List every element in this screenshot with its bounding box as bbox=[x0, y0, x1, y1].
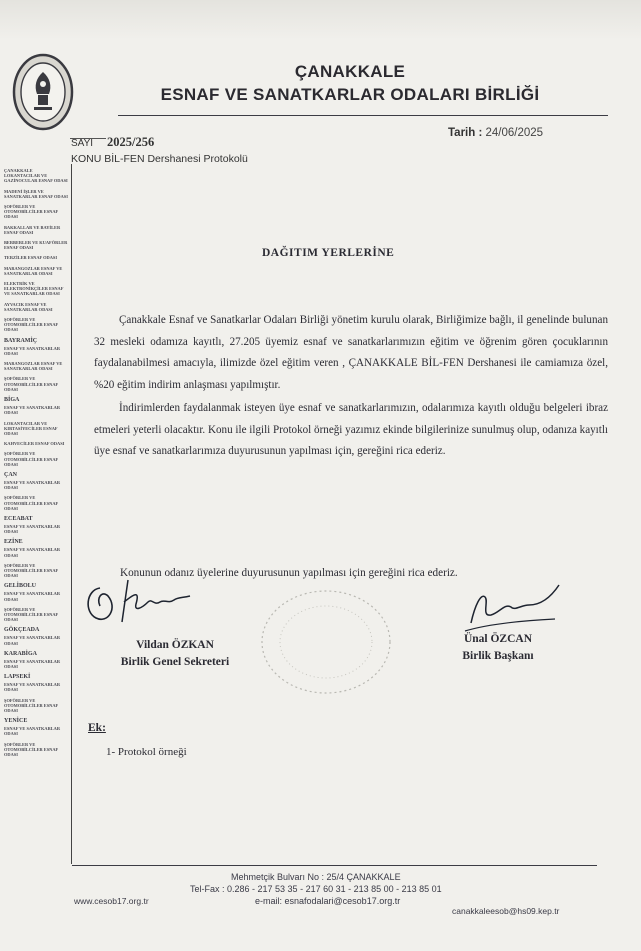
sidebar-item: ESNAF VE SANATKARLAR ODASI bbox=[4, 726, 61, 737]
letterhead-organization: ESNAF VE SANATKARLAR ODALARI BİRLİĞİ bbox=[160, 85, 540, 104]
date-value: 24/06/2025 bbox=[485, 127, 544, 139]
header-divider bbox=[118, 115, 608, 116]
attachment-item: 1- Protokol örneği bbox=[106, 746, 187, 758]
sidebar-item: ŞOFÖRLER VE OTOMOBİLCİLER ESNAF ODASI bbox=[4, 317, 59, 333]
signatory-right bbox=[438, 631, 558, 665]
sidebar-district: GÖKÇEADA bbox=[4, 627, 40, 634]
signature-left-icon bbox=[78, 568, 218, 638]
closing-sentence: Konunun odanız üyelerine duyurusunun yapılması için gereğini rica ederiz. bbox=[120, 567, 458, 579]
sidebar-item: MADENİ İŞLER VE SANATKARLAR ESNAF ODASI bbox=[4, 188, 68, 199]
sidebar-item: ESNAF VE SANATKARLAR ODASI bbox=[4, 479, 61, 491]
signatory-right-title: Birlik Başkanı bbox=[462, 650, 534, 662]
attachments-label: Ek: bbox=[88, 722, 106, 734]
sidebar-item: ÇANAKKALE LOKANTACILAR VE GAZİNOCULAR ESNAF ODASI bbox=[4, 168, 68, 184]
paper-shadow bbox=[0, 0, 641, 40]
letterhead-title bbox=[120, 62, 580, 105]
sidebar-item: ESNAF VE SANATKARLAR ODASI bbox=[4, 658, 61, 669]
sidebar-item: LOKANTACILAR VE KIRTASİYECİLER ESNAF ODASI bbox=[4, 420, 58, 436]
sayi-value: 2025/256 bbox=[107, 135, 155, 149]
sidebar-item: ŞOFÖRLER VE OTOMOBİLCİLER ESNAF ODASI bbox=[4, 204, 59, 220]
footer-website[interactable]: www.cesob17.org.tr bbox=[74, 896, 149, 906]
sidebar-item: ESNAF VE SANATKARLAR ODASI bbox=[4, 523, 61, 535]
member-chambers-sidebar bbox=[4, 168, 68, 762]
sidebar-item: KAHVECİLER ESNAF ODASI bbox=[4, 441, 65, 447]
sidebar-item: ŞOFÖRLER VE OTOMOBİLCİLER ESNAF ODASI bbox=[4, 562, 59, 579]
body-paragraph: Çanakkale Esnaf ve Sanatkarlar Odaları Birliği yönetim kurulu olarak, Birliğimize bağlı, il genelinde bulunan 32 mesleki odamıza kayıtlı, 27.205 üyemiz esnaf ve sanatkarlarımızın eğitim ve öğrenim gören çocuklarının faydalanabilmesi amacıyla, ilimizde özel eğitim veren , ÇANAKKALE BİL-FEN Dershanesi ile camiamıza özel, %20 eğitim indirim anlaşması yapılmıştır. bbox=[94, 314, 608, 391]
sidebar-item: BERBERLER VE KUAFÖRLER ESNAF ODASI bbox=[4, 240, 68, 251]
sidebar-item: ESNAF VE SANATKARLAR ODASI bbox=[4, 635, 61, 646]
sidebar-item: ESNAF VE SANATKARLAR ODASI bbox=[4, 591, 61, 602]
sidebar-item: ESNAF VE SANATKARLAR ODASI bbox=[4, 345, 61, 356]
sidebar-district: BAYRAMİÇ bbox=[4, 337, 38, 344]
footer-address: Mehmetçik Bulvarı No : 25/4 ÇANAKKALE bbox=[231, 872, 401, 882]
sidebar-district: YENİCE bbox=[4, 718, 28, 725]
body-paragraph: İndirimlerden faydalanmak isteyen üye esnaf ve sanatkarlarımızın, odalarımıza kayıtlı olduğu belgeleri ibraz etmeleri yeterli olacaktır. Konu ile ilgili Protokol örneği yazımız ekinde bilgilerinize sunulmuş olup, odanıza kayıtlı üye esnaf ve sanatkarlarımıza duyurusunun yapılması için, gereğini rica ederiz. bbox=[94, 402, 608, 457]
organization-logo-icon bbox=[12, 52, 74, 132]
sidebar-divider bbox=[71, 164, 72, 864]
sayi-label: SAYI bbox=[71, 138, 94, 149]
sidebar-item: ŞOFÖRLER VE OTOMOBİLCİLER ESNAF ODASI bbox=[4, 495, 59, 511]
footer-kep-address[interactable]: canakkaleesob@hs09.kep.tr bbox=[452, 906, 560, 916]
sidebar-item: TERZİLER ESNAF ODASI bbox=[4, 255, 58, 261]
sidebar-item: ELEKTRİK VE ELEKTRONİKÇİLER ESNAF VE SANATKARLAR ODASI bbox=[4, 281, 64, 297]
sidebar-item: ŞOFÖRLER VE OTOMOBİLCİLER ESNAF ODASI bbox=[4, 451, 59, 467]
signatory-right-name: Ünal ÖZCAN bbox=[463, 633, 533, 645]
sidebar-item: ŞOFÖRLER VE OTOMOBİLCİLER ESNAF ODASI bbox=[4, 741, 59, 758]
signatory-left-name: Vildan ÖZKAN bbox=[136, 639, 214, 651]
sidebar-district: BİGA bbox=[4, 397, 20, 404]
sidebar-district: ECEABAT bbox=[4, 515, 33, 522]
footer-divider bbox=[72, 865, 597, 866]
date-field bbox=[448, 127, 543, 139]
signatory-left bbox=[110, 637, 240, 671]
sidebar-district: ÇAN bbox=[4, 471, 17, 478]
sidebar-item: ŞOFÖRLER VE OTOMOBİLCİLER ESNAF ODASI bbox=[4, 697, 59, 713]
sidebar-item: MARANGOZLAR ESNAF VE SANATKARLAR ODASI bbox=[4, 361, 63, 372]
sidebar-district: KARABİGA bbox=[4, 650, 38, 657]
footer-phone: Tel-Fax : 0.286 - 217 53 35 - 217 60 31 - 213 85 00 - 213 85 01 bbox=[190, 884, 442, 894]
sidebar-district: EZİNE bbox=[4, 539, 23, 546]
sidebar-item: ESNAF VE SANATKARLAR ODASI bbox=[4, 405, 61, 416]
letterhead-city: ÇANAKKALE bbox=[294, 62, 406, 81]
sidebar-item: BAKKALLAR VE BAYİLER ESNAF ODASI bbox=[4, 224, 61, 235]
sidebar-item: MARANGOZLAR ESNAF VE SANATKARLAR ODASI bbox=[4, 265, 63, 276]
letter-body bbox=[94, 310, 608, 463]
date-label: Tarih : bbox=[448, 127, 483, 139]
sidebar-item: ESNAF VE SANATKARLAR ODASI bbox=[4, 682, 61, 693]
sidebar-district: GELİBOLU bbox=[4, 583, 37, 590]
sidebar-item: ESNAF VE SANATKARLAR ODASI bbox=[4, 547, 61, 558]
subject-value: BİL-FEN Dershanesi Protokolü bbox=[104, 153, 248, 165]
subject-label: KONU bbox=[71, 153, 102, 165]
sidebar-item: AYVACIK ESNAF VE SANATKARLAR ODASI bbox=[4, 301, 53, 312]
distribution-heading: DAĞITIM YERLERİNE bbox=[262, 247, 395, 259]
sidebar-item: ŞOFÖRLER VE OTOMOBİLCİLER ESNAF ODASI bbox=[4, 376, 59, 392]
sidebar-district: LAPSEKİ bbox=[4, 674, 31, 681]
sidebar-item: ŞOFÖRLER VE OTOMOBİLCİLER ESNAF ODASI bbox=[4, 606, 59, 623]
signature-right-icon bbox=[455, 575, 575, 635]
signatory-left-title: Birlik Genel Sekreteri bbox=[120, 656, 230, 668]
embossed-seal-icon bbox=[258, 588, 394, 696]
footer-email[interactable]: e-mail: esnafodalari@cesob17.org.tr bbox=[255, 896, 401, 906]
subject-line bbox=[71, 153, 248, 165]
